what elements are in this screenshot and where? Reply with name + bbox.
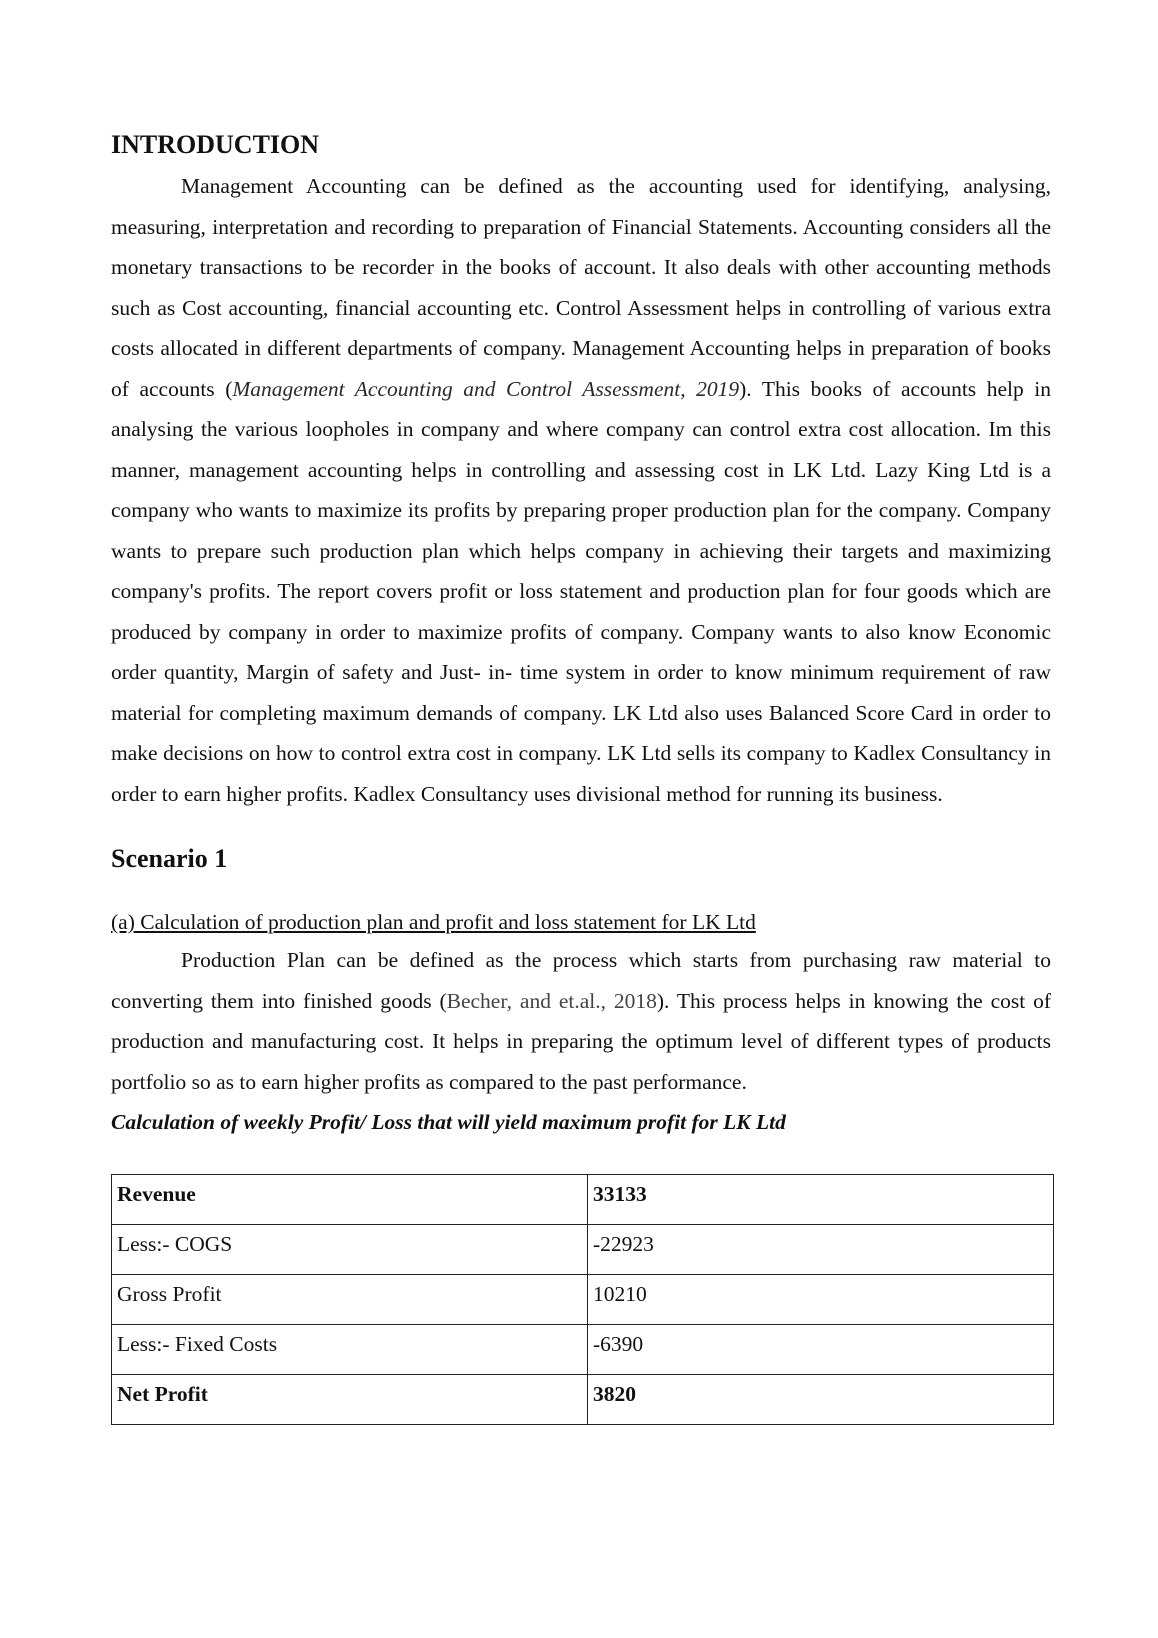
introduction-heading: INTRODUCTION xyxy=(111,130,320,159)
table-row xyxy=(112,1375,1054,1425)
scenario-heading: Scenario 1 xyxy=(111,844,228,873)
row-value: 33133 xyxy=(588,1175,1054,1225)
row-value: -22923 xyxy=(588,1225,1054,1275)
profit-loss-table xyxy=(111,1174,1054,1425)
row-value: 3820 xyxy=(588,1375,1054,1425)
production-text-part2: ). This process helps in knowing the cost of production and manufacturing cost. It helps in preparing the optimum level of different types of products portfolio so as to earn higher profits as compared to the past performance. xyxy=(111,988,1052,1094)
table-row xyxy=(112,1275,1054,1325)
row-label: Revenue xyxy=(112,1175,588,1225)
calculation-title: Calculation of weekly Profit/ Loss that will yield maximum profit for LK Ltd xyxy=(111,1110,786,1134)
production-text-part1: Production Plan can be defined as the process which starts from purchasing raw material to converting them into finished goods ( xyxy=(111,948,1051,1013)
table-row xyxy=(112,1225,1054,1275)
scenario-subheading: (a) Calculation of production plan and profit and loss statement for LK Ltd xyxy=(111,910,756,934)
row-label: Less:- COGS xyxy=(112,1225,588,1275)
production-citation: Becher, and et.al., 2018 xyxy=(446,988,657,1013)
introduction-paragraph xyxy=(111,166,1051,814)
row-value: 10210 xyxy=(588,1275,1054,1325)
table-row xyxy=(112,1175,1054,1225)
introduction-citation: Management Accounting and Control Assessment, 2019 xyxy=(232,376,740,401)
table-row xyxy=(112,1325,1054,1375)
row-label: Less:- Fixed Costs xyxy=(112,1325,588,1375)
row-label: Net Profit xyxy=(112,1375,588,1425)
row-value: -6390 xyxy=(588,1325,1054,1375)
introduction-text-part2: ). This books of accounts help in analysing the various loopholes in company and where company can control extra cost allocation. Im this manner, management accounting helps in controlling and assessing cost in LK Ltd. Lazy King Ltd is a company who wants to maximize its profits by preparing proper production plan for the company. Company wants to prepare such production plan which helps company in achieving their targets and maximizing company's profits. The report covers profit or loss statement and production plan for four goods which are produced by company in order to maximize profits of company. Company wants to also know Economic order quantity, Margin of safety and Just- in- time system in order to know minimum requirement of raw material for completing maximum demands of company. LK Ltd also uses Balanced Score Card in order to make decisions on how to control extra cost in company. LK Ltd sells its company to Kadlex Consultancy in order to earn higher profits. Kadlex Consultancy uses divisional method for running its business. xyxy=(111,376,1051,806)
row-label: Gross Profit xyxy=(112,1275,588,1325)
document-page xyxy=(111,130,1051,1425)
introduction-text-part1: Management Accounting can be defined as the accounting used for identifying, analysing, measuring, interpretation and recording to preparation of Financial Statements. Accounting considers all the monetary transactions to be recorder in the books of account. It also deals with other accounting methods such as Cost accounting, financial accounting etc. Control Assessment helps in controlling of various extra costs allocated in different departments of company. Management Accounting helps in preparation of books of accounts ( xyxy=(111,174,1051,401)
production-plan-paragraph xyxy=(111,940,1051,1102)
